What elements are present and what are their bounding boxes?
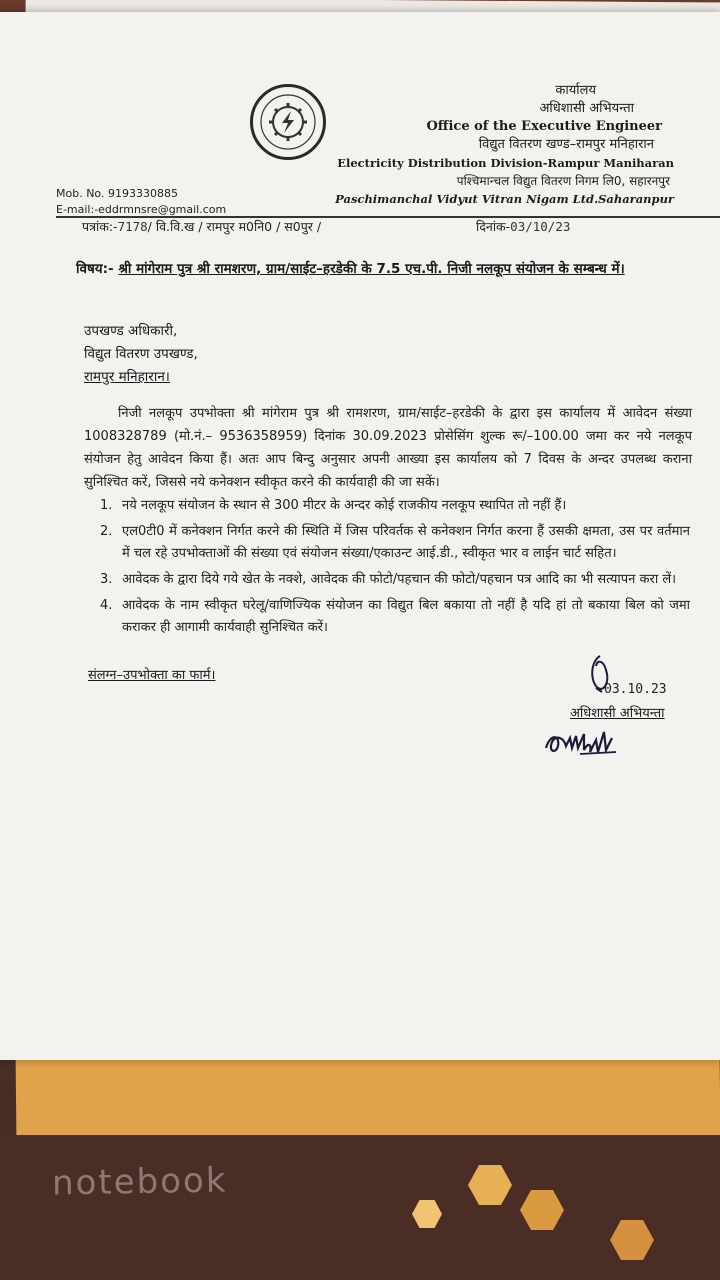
- date-label: दिनांक-: [476, 219, 511, 234]
- list-text: एल0टी0 में कनेक्शन निर्गत करने की स्थिति में जिस परिवर्तक से कनेक्शन निर्गत करना हैं उसकी क्षमता, उस पर वर्तमान में चल रहे उपभोक्ताओं की संख्या एवं संयोजन संख्या/एकाउन्ट आई.डी., स्वीकृत भार व लाईन चार्ट सहित।: [122, 524, 690, 561]
- addressee-line: रामपुर मनिहारान।: [84, 369, 170, 385]
- addressee-line: उपखण्ड अधिकारी,: [84, 323, 178, 339]
- division-hindi: विद्युत वितरण खण्ड–रामपुर मनिहारान: [478, 137, 654, 152]
- mobile-number: Mob. No. 9193330885: [56, 187, 178, 200]
- notebook-cover-text: notebook: [51, 1160, 228, 1204]
- division-english: Electricity Distribution Division-Rampur Maniharan: [337, 156, 674, 170]
- list-text: आवेदक के द्वारा दिये गये खेत के नक्शे, आवेदक की फोटो/पहचान की फोटो/पहचान पत्र आदि का भी सत्यापन करा लें।: [122, 572, 677, 587]
- enclosure-note: संलग्न–उपभोक्ता का फार्म।: [88, 668, 216, 683]
- reference-number: [82, 218, 321, 235]
- points-list: [100, 495, 690, 643]
- company-english: Paschimanchal Vidyut Vitran Nigam Ltd.Saharanpur: [335, 192, 674, 206]
- office-header: [335, 82, 674, 208]
- office-title-english: Office of the Executive Engineer: [426, 119, 662, 134]
- date-handwritten: 03/10/23: [510, 219, 571, 234]
- body-paragraph: निजी नलकूप उपभोक्ता श्री मांगेराम पुत्र श्री रामशरण, ग्राम/साईट–हरडेकी के द्वारा इस कार्यालय में आवेदन संख्या 1008328789 (मो.नं.– 9536358959) दिनांक 30.09.2023 प्रोसेसिंग शुल्क रू/–100.00 जमा कर नये नलकूप संयोजन हेतु आवेदन किया हैं। अतः आप बिन्दु अनुसार अपनी आख्या इस कार्यालय को 7 दिवस के अन्दर उपलब्ध कराना सुनिश्चित करें, जिससे नये कनेक्शन स्वीकृत करने की कार्यवाही की जा सकें।: [84, 406, 692, 490]
- list-item: [100, 521, 690, 565]
- list-number: 4.: [100, 598, 113, 613]
- email-address: E-mail:-eddrmnsre@gmail.com: [56, 203, 227, 216]
- handwritten-initials: [540, 724, 630, 760]
- list-text: आवेदक के नाम स्वीकृत घरेलू/वाणिज्यिक संयोजन का विद्युत बिल बकाया तो नहीं है यदि हां तो बकाया बिल को जमा कराकर ही आगामी कार्यवाही सुनिश्चित करें।: [122, 598, 690, 635]
- reference-handwritten-number: 7178: [117, 219, 148, 234]
- list-item: [100, 569, 690, 591]
- reference-label: पत्रांक:-: [82, 219, 118, 234]
- list-text: नये नलकूप संयोजन के स्थान से 300 मीटर के अन्दर कोई राजकीय नलकूप स्थापित तो नहीं हैं।: [122, 498, 567, 513]
- list-number: 2.: [100, 524, 113, 539]
- office-label: कार्यालय: [555, 83, 596, 98]
- officer-designation: अधिशासी अभियन्ता: [539, 101, 634, 116]
- addressee-block: [84, 320, 198, 389]
- reference-suffix: / वि.वि.ख / रामपुर म0नि0 / स0पुर /: [147, 219, 322, 234]
- subject-label: विषय:-: [76, 261, 114, 277]
- addressee-line: विद्युत वितरण उपखण्ड,: [84, 346, 198, 362]
- list-item: [100, 595, 690, 639]
- contact-block: [56, 186, 226, 218]
- company-hindi: पश्चिमान्चल विद्युत वितरण निगम लि0, सहारनपुर: [456, 174, 670, 188]
- reference-date: [476, 218, 570, 235]
- signature-date: 03.10.23: [604, 682, 667, 697]
- list-item: [100, 495, 690, 517]
- list-number: 1.: [100, 498, 113, 513]
- notebook-cover: [0, 1135, 720, 1280]
- subject-text: श्री मांगेराम पुत्र श्री रामशरण, ग्राम/साईट–हरडेकी के 7.5 एच.पी. निजी नलकूप संयोजन के सम्बन्ध में।: [118, 261, 625, 277]
- company-seal-icon: [250, 84, 326, 160]
- signatory-title: अधिशासी अभियन्ता: [570, 706, 665, 721]
- list-number: 3.: [100, 572, 113, 587]
- subject-line: [76, 258, 676, 280]
